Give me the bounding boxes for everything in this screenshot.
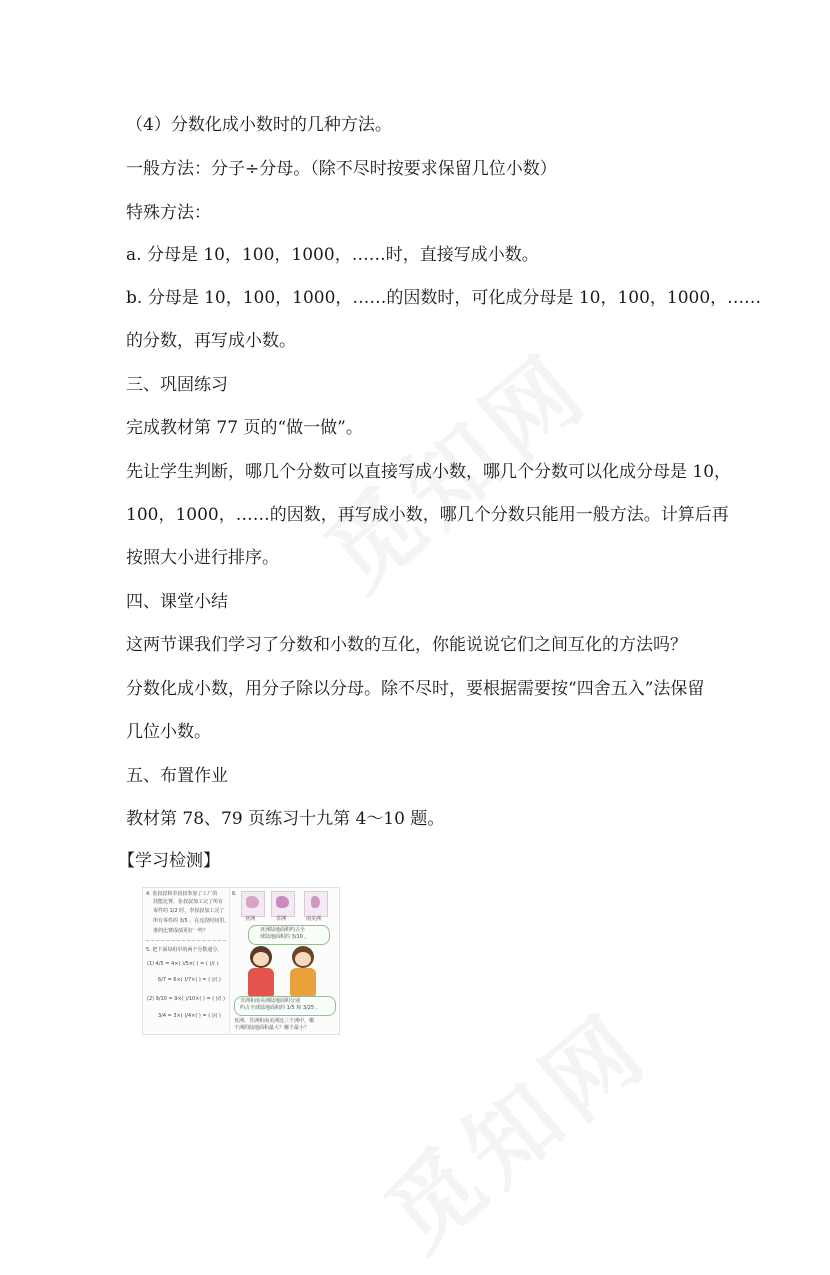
special-method-label: 特殊方法： [126, 203, 211, 223]
practice-text: 完成教材第 77 页的“做一做”。 [126, 418, 363, 438]
q4-line-4: 所有零件的 3/5 。在这段时间里， [153, 918, 230, 924]
bubble-asia-line-2: 球陆地面积的 3/10 。 [260, 934, 310, 940]
homework-text: 教材第 78、79 页练习十九第 4～10 题。 [126, 809, 445, 829]
q5-2a: (2) 9/10 = 9×( )/10×( ) = ( )/( ) [147, 996, 225, 1002]
summary-answer-2: 几位小数。 [126, 722, 211, 742]
watermark-bottom [353, 977, 672, 1275]
south-america-label: 南美洲 [306, 916, 322, 922]
q4-line-1: 4. 张叔叔和李叔叔参加了工厂的 [146, 891, 218, 897]
exercise-right-column [230, 888, 339, 1034]
africa-label: 非洲 [276, 916, 287, 922]
summary-answer-1: 分数化成小数，用分子除以分母。除不尽时，要根据需要按“四舍五入”法保留 [126, 679, 705, 699]
asia-label: 亚洲 [245, 916, 256, 922]
textbook-exercise-image [142, 887, 340, 1035]
special-method-a: a. 分母是 10，100，1000，……时，直接写成小数。 [126, 245, 539, 265]
section-assessment: 【学习检测】 [118, 851, 220, 871]
girl-illustration [244, 946, 278, 998]
q4-line-5: 谁的比赛成绩更好一些？ [153, 928, 209, 934]
south-america-map [304, 891, 328, 917]
summary-question: 这两节课我们学习了分数和小数的互化，你能说说它们之间互化的方法吗？ [126, 635, 687, 655]
practice-detail-2: 100，1000，……的因数，再写成小数，哪几个分数只能用一般方法。计算后再 [126, 505, 729, 525]
bubble-africa-line-2: 约占全球陆地面积的 1/5 和 3/25 。 [240, 1005, 321, 1011]
practice-detail-3: 按照大小进行排序。 [126, 548, 279, 568]
q4-line-3: 零件的 1/2 时，李叔叔加工完了 [153, 908, 225, 914]
q5-1b: 6/7 = 6×( )/7×( ) = ( )/( ) [158, 977, 221, 983]
asia-map [241, 891, 265, 917]
boy-illustration [286, 946, 320, 998]
practice-detail-1: 先让学生判断，哪几个分数可以直接写成小数，哪几个分数可以化成分母是 10， [126, 462, 732, 482]
section-summary: 四、课堂小结 [126, 592, 228, 612]
divider [146, 940, 226, 941]
bubble-africa-line-1: 非洲和南美洲陆地面积分别 [240, 998, 301, 1004]
exercise-left-column [143, 888, 230, 1034]
special-method-b-cont: 的分数，再写成小数。 [126, 331, 296, 351]
q5-title: 5. 把下面每组中的两个分数通分。 [146, 947, 223, 953]
q4-line-2: 技能比赛。张叔叔加工完了所有 [153, 899, 224, 905]
africa-map [271, 891, 295, 917]
general-method: 一般方法：分子÷分母。（除不尽时按要求保留几位小数） [126, 159, 557, 179]
q6-question-1: 亚洲、非洲和南美洲这三个洲中，哪 [234, 1018, 315, 1024]
section-homework: 五、布置作业 [126, 766, 228, 786]
section-practice: 三、巩固练习 [126, 375, 228, 395]
q6-question-2: 个洲的陆地面积最大？哪个最小？ [234, 1025, 310, 1031]
q6-number: 6. [232, 891, 237, 897]
q5-1a: (1) 4/5 = 4×( )/5×( ) = ( )/( ) [147, 961, 219, 967]
q5-2b: 3/4 = 3×( )/4×( ) = ( )/( ) [158, 1013, 221, 1019]
special-method-b: b. 分母是 10，100，1000，……的因数时，可化成分母是 10，100，1000，…… [126, 288, 762, 308]
bubble-asia-line-1: 亚洲陆地面积约占全 [260, 927, 306, 933]
method-heading: （4）分数化成小数时的几种方法。 [126, 115, 392, 135]
